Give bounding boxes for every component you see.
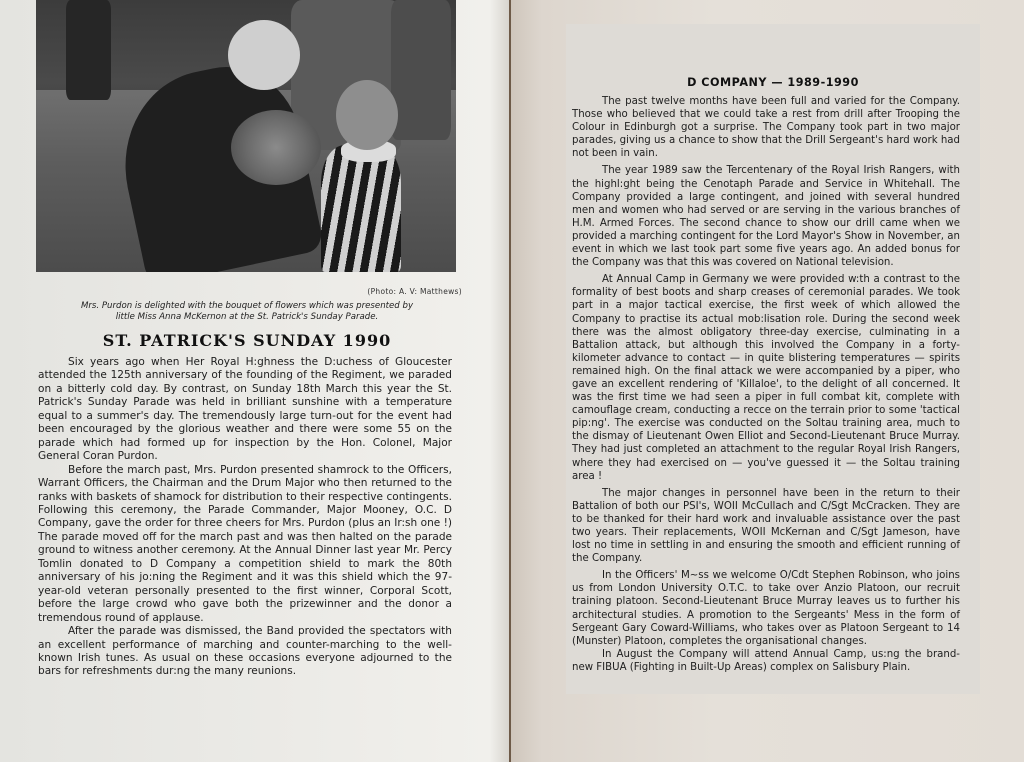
right-paragraph: The major changes in personnel have been in the return to their Battalion of both our PSI's, WOII McCullach and C/Sgt McCracken. They are to be thanked for their hard work and invaluable assistance over the past two years. Their replacements, WOII McKernan and C/Sgt Jameson, have lost no time in settling in and ensuring the smooth and efficient running of the Company. (572, 487, 960, 565)
left-article-title: ST. PATRICK'S SUNDAY 1990 (102, 331, 392, 350)
photo-girl (321, 145, 401, 272)
photo-caption (36, 301, 458, 323)
left-paragraph: After the parade was dismissed, the Band provided the spectators with an excellent performance of marching and counter-marching to the well-known Irish tunes. As usual on these occasions everyone adjourned to the bars for refreshments dur:ng the many reunions. (38, 625, 452, 678)
photo-bouquet (231, 110, 321, 185)
photo-soldier (66, 0, 111, 100)
right-paragraph: At Annual Camp in Germany we were provided w:th a contrast to the formality of best boots and sharp creases of ceremonial parades. We took part in a major tactical exercise, the first week of which allowed the Company to practise its actual mob:lisation role. During the second week there was the almost obligatory three-day exercise, culminating in a Battalion attack, but although this involved the Company in a forty-kilometer advance to contact — in quite blistering temperatures — spirits remained high. On the final attack we were accompanied by a piper, who gave an excellent rendering of 'Killaloe', to the delight of all concerned. It was the first time we had seen a piper in full combat kit, complete with camouflage cream, conducting a recce on the terrain prior to some 'tactical pip:ng'. The exercise was conducted on the Soltau training area, much to the dismay of Lieutenant Owen Elliot and Second-Lieutenant Bruce Murray. They had just completed an attachment to the regular Royal Irish Rangers, where they had exercised on — you've guessed it — the Soltau training area ! (572, 274, 960, 482)
photo-officer-2 (391, 0, 451, 140)
left-paragraph: Before the march past, Mrs. Purdon presented shamrock to the Officers, Warrant Officers, the Chairman and the Drum Major who then returned to the ranks with baskets of shamock for distribution to their respective contingents. Following this ceremony, the Parade Commander, Major Mooney, O.C. D Company, gave the order for three cheers for Mrs. Purdon (plus an Ir:sh one !) The parade moved off for the march past and was then halted on the parade ground to witness another ceremony. At the Annual Dinner last year Mr. Percy Tomlin donated to D Company a competition shield to mark the 80th anniversary of his jo:ning the Regiment and it was this shield which the 97-year-old veteran personally presented to the first winner, Corporal Scott, before the large crowd who gave both the prizewinner and the donor a tremendous round of applause. (38, 463, 452, 624)
right-paragraph: In August the Company will attend Annual Camp, us:ng the brand-new FIBUA (Fighting in Built-Up Areas) complex on Salisbury Plain. (572, 648, 960, 673)
photo-credit: (Photo: A. V: Matthews) (367, 287, 462, 296)
right-paragraph: The past twelve months have been full and varied for the Company. Those who believed that we could take a rest from drill after Trooping the Colour in Edinburgh got a surprise. The Company took part in two major parades, giving us a chance to show that the Drill Sergeant's hard work had not been in vain. (572, 96, 960, 160)
book-spine (509, 0, 511, 762)
right-article-body (572, 95, 960, 674)
right-article-title: D COMPANY — 1989-1990 (687, 76, 859, 89)
right-paragraph: The year 1989 saw the Tercentenary of the Royal Irish Rangers, with the highl:ght being the Cenotaph Parade and Service in Whitehall. The Company provided a large contingent, and joined with several hundred men and women who had served or are serving in the various branches of H.M. Armed Forces. The second chance to show our drill came when we provided a marching contingent for the Lord Mayor's Show in November, an event in which we last took part some five years ago. An added bonus for the Company was that this was covered on National television. (572, 165, 960, 269)
left-article-body (38, 356, 452, 679)
photo-woman-head (228, 20, 300, 90)
parade-photo (36, 0, 456, 272)
photo-girl-head (336, 80, 398, 150)
left-paragraph: Six years ago when Her Royal H:ghness the D:uchess of Gloucester attended the 125th anniversary of the founding of the Regiment, we paraded on a bitterly cold day. By contrast, on Sunday 18th March this year the St. Patrick's Sunday Parade was held in brilliant sunshine with a temperature equal to a summer's day. The tremendously large turn-out for the event had been encouraged by the glorious weather and there were some 55 on the parade which had formed up for inspection by the Hon. Colonel, Major General Coran Purdon. (38, 356, 452, 463)
caption-line-1: Mrs. Purdon is delighted with the bouquet of flowers which was presented by (80, 301, 414, 311)
right-paragraph: In the Officers' M~ss we welcome O/Cdt Stephen Robinson, who joins us from London University O.T.C. to take over Anzio Platoon, our recruit training platoon. Second-Lieutenant Bruce Murray leaves us to further his architectural studies. A promotion to the Sergeants' Mess in the form of Sergeant Gary Coward-Williams, who takes over as Platoon Sergeant to 14 (Munster) Platoon, completes the organisational changes. (572, 570, 960, 647)
caption-line-2: little Miss Anna McKernon at the St. Patrick's Sunday Parade. (115, 312, 379, 322)
